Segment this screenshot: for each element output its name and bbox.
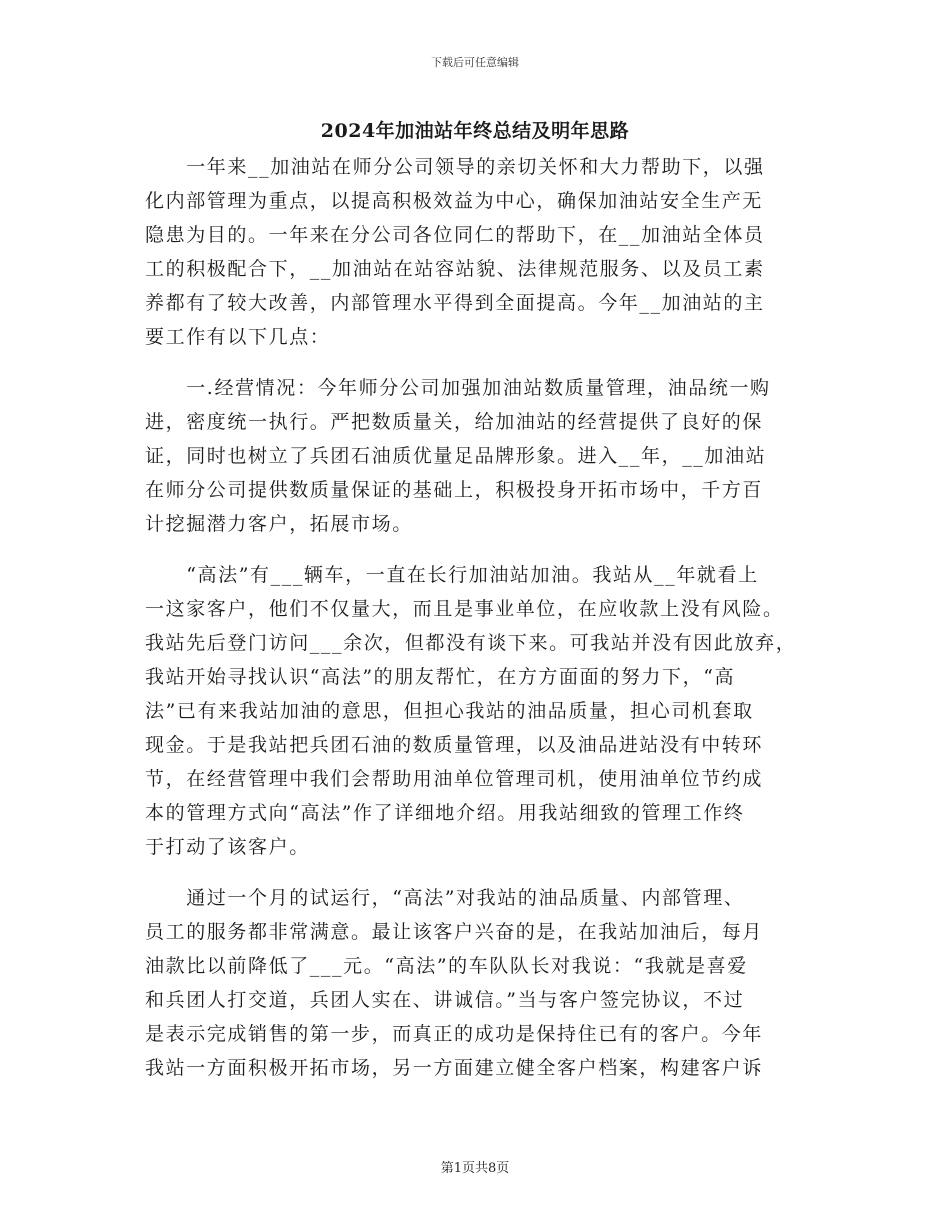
body-line: 法”已有来我站加油的意思，但担心我站的油品质量，担心司机套取 [145, 700, 754, 722]
body-line: 化内部管理为重点，以提高积极效益为中心，确保加油站安全生产无 [145, 190, 764, 212]
header-note: 下载后可任意编辑 [431, 56, 519, 69]
body-line: 现金。于是我站把兵团石油的数质量管理，以及油品进站没有中转环 [145, 734, 764, 756]
body-line: 通过一个月的试运行，“高法”对我站的油品质量、内部管理、 [145, 887, 745, 909]
body-line: 计挖掘潜力客户，拓展市场。 [145, 513, 413, 535]
body-line: 隐患为目的。一年来在分公司各位同仁的帮助下，在__加油站全体员 [145, 224, 765, 246]
body-line: 我站开始寻找认识“高法”的朋友帮忙，在方方面面的努力下，“高 [145, 666, 736, 688]
document-title: 2024年加油站年终总结及明年思路 [320, 120, 630, 142]
body-line: 养都有了较大改善，内部管理水平得到全面提高。今年__加油站的主 [145, 292, 765, 314]
body-line: 工的积极配合下，__加油站在站容站貌、法律规范服务、以及员工素 [145, 258, 765, 280]
body-line: 证，同时也树立了兵团石油质优量足品牌形象。进入__年，__加油站 [145, 445, 767, 467]
body-line: 是表示完成销售的第一步，而真正的成功是保持住已有的客户。今年 [145, 1023, 764, 1045]
body-line: 和兵团人打交道，兵团人实在、讲诚信。”当与客户签完协议，不过 [145, 989, 745, 1011]
body-line: 在师分公司提供数质量保证的基础上，积极投身开拓市场中，千方百 [145, 479, 764, 501]
body-line: 员工的服务都非常满意。最让该客户兴奋的是，在我站加油后，每月 [145, 921, 764, 943]
body-line: 进，密度统一执行。严把数质量关，给加油站的经营提供了良好的保 [145, 411, 764, 433]
body-line: 要工作有以下几点： [145, 326, 331, 348]
body-line: 节，在经营管理中我们会帮助用油单位管理司机，使用油单位节约成 [145, 768, 764, 790]
body-line: 一这家客户，他们不仅量大，而且是事业单位，在应收款上没有风险。 [145, 598, 784, 620]
body-line: “高法”有___辆车，一直在长行加油站加油。我站从__年就看上 [145, 564, 759, 586]
body-line: 我站先后登门访问___余次，但都没有谈下来。可我站并没有因此放弃， [145, 632, 797, 654]
body-line: 一.经营情况：今年师分公司加强加油站数质量管理，油品统一购 [145, 377, 771, 399]
body-line: 我站一方面积极开拓市场，另一方面建立健全客户档案，构建客户诉 [145, 1057, 764, 1079]
body-line: 油款比以前降低了___元。“高法”的车队队长对我说：“我就是喜爱 [145, 955, 748, 977]
body-line: 本的管理方式向“高法”作了详细地介绍。用我站细致的管理工作终 [145, 802, 745, 824]
body-line: 于打动了该客户。 [145, 836, 310, 858]
page-indicator: 第1页共8页 [440, 1161, 510, 1176]
body-line: 一年来__加油站在师分公司领导的亲切关怀和大力帮助下，以强 [145, 156, 765, 178]
